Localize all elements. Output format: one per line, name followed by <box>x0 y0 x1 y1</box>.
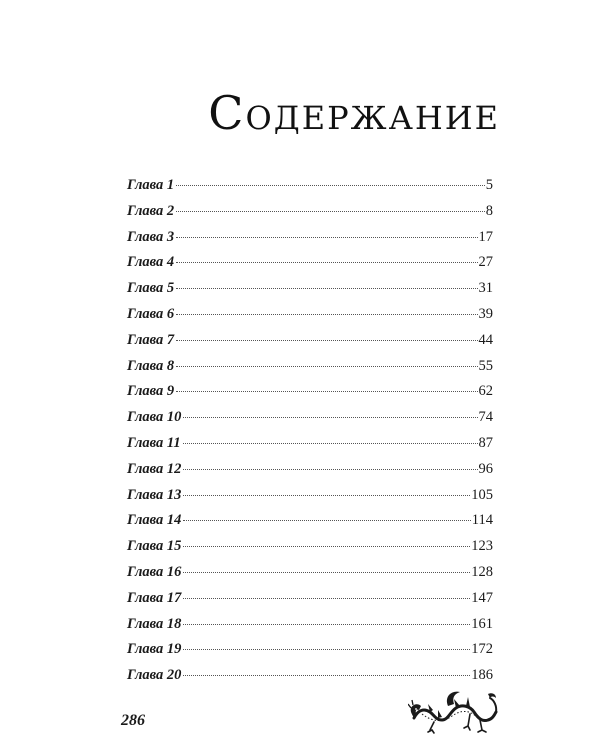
toc-entry-page: 74 <box>478 409 493 426</box>
page-number: 286 <box>121 712 145 729</box>
toc-entry[interactable] <box>127 590 493 616</box>
toc-entry-page: 114 <box>471 512 493 529</box>
toc-entry-page: 128 <box>471 563 493 580</box>
toc-entry[interactable] <box>127 616 493 642</box>
toc-entry[interactable] <box>127 332 493 358</box>
toc-entry-page: 31 <box>478 280 493 297</box>
toc-entry[interactable] <box>127 358 493 384</box>
toc-entry[interactable] <box>127 229 493 255</box>
dot-leader <box>183 598 470 599</box>
toc-entry-page: 172 <box>471 641 493 658</box>
toc-entry[interactable] <box>127 306 493 332</box>
toc-entry-label: Глава 4 <box>127 254 175 271</box>
toc-entry-page: 123 <box>471 538 493 555</box>
toc-entry[interactable] <box>127 409 493 435</box>
toc-entry-page: 39 <box>478 305 493 322</box>
dot-leader <box>183 469 477 470</box>
dot-leader <box>176 340 477 341</box>
dot-leader <box>176 262 477 263</box>
dot-leader <box>183 649 470 650</box>
toc-entry-page: 27 <box>478 254 493 271</box>
toc-entry[interactable] <box>127 512 493 538</box>
dot-leader <box>176 314 477 315</box>
toc-entry[interactable] <box>127 383 493 409</box>
toc-entry[interactable] <box>127 435 493 461</box>
dot-leader <box>176 366 477 367</box>
toc-entry-page: 62 <box>478 383 493 400</box>
toc-entry-page: 186 <box>471 667 493 684</box>
toc-entry-page: 44 <box>478 331 493 348</box>
toc-entry-label: Глава 9 <box>127 383 175 400</box>
toc-entry-page: 161 <box>471 615 493 632</box>
toc-entry[interactable] <box>127 538 493 564</box>
toc-entry[interactable] <box>127 254 493 280</box>
toc-entry-label: Глава 19 <box>127 641 182 658</box>
dot-leader <box>176 288 477 289</box>
toc-entry[interactable] <box>127 564 493 590</box>
toc-entry[interactable] <box>127 280 493 306</box>
toc-entry[interactable] <box>127 487 493 513</box>
dragon-icon <box>408 684 498 736</box>
toc-entry[interactable] <box>127 461 493 487</box>
toc-entry-page: 55 <box>478 357 493 374</box>
toc-entry-label: Глава 20 <box>127 667 182 684</box>
page-title: Содержание <box>208 86 500 140</box>
toc-entry-label: Глава 18 <box>127 615 182 632</box>
toc-entry-page: 87 <box>478 434 493 451</box>
toc-entry-label: Глава 10 <box>127 409 182 426</box>
toc-entry-label: Глава 17 <box>127 589 182 606</box>
toc-entry-label: Глава 5 <box>127 280 175 297</box>
dot-leader <box>183 624 470 625</box>
dot-leader <box>183 495 470 496</box>
toc-entry-label: Глава 16 <box>127 563 182 580</box>
dot-leader <box>183 417 477 418</box>
toc-entry-page: 147 <box>471 589 493 606</box>
toc-entry-label: Глава 2 <box>127 202 175 219</box>
dot-leader <box>176 237 477 238</box>
toc-entry[interactable] <box>127 203 493 229</box>
dot-leader <box>183 675 470 676</box>
toc-entry[interactable] <box>127 177 493 203</box>
table-of-contents <box>127 177 493 693</box>
toc-entry-label: Глава 7 <box>127 331 175 348</box>
toc-entry-label: Глава 15 <box>127 538 182 555</box>
dot-leader <box>176 211 485 212</box>
dot-leader <box>176 391 477 392</box>
toc-entry-label: Глава 12 <box>127 460 182 477</box>
toc-entry-label: Глава 11 <box>127 434 181 451</box>
toc-entry-page: 5 <box>485 177 493 193</box>
toc-entry-label: Глава 13 <box>127 486 182 503</box>
toc-entry-label: Глава 8 <box>127 357 175 374</box>
toc-entry-page: 96 <box>478 460 493 477</box>
dot-leader <box>183 572 470 573</box>
toc-entry-label: Глава 6 <box>127 305 175 322</box>
toc-entry-page: 105 <box>471 486 493 503</box>
toc-entry-label: Глава 1 <box>127 177 175 193</box>
dot-leader <box>183 443 478 444</box>
toc-entry-label: Глава 14 <box>127 512 182 529</box>
dot-leader <box>183 546 470 547</box>
toc-entry-page: 17 <box>478 228 493 245</box>
toc-entry-page: 8 <box>485 202 493 219</box>
toc-entry-label: Глава 3 <box>127 228 175 245</box>
dot-leader <box>183 520 470 521</box>
toc-entry[interactable] <box>127 641 493 667</box>
dot-leader <box>176 185 485 186</box>
